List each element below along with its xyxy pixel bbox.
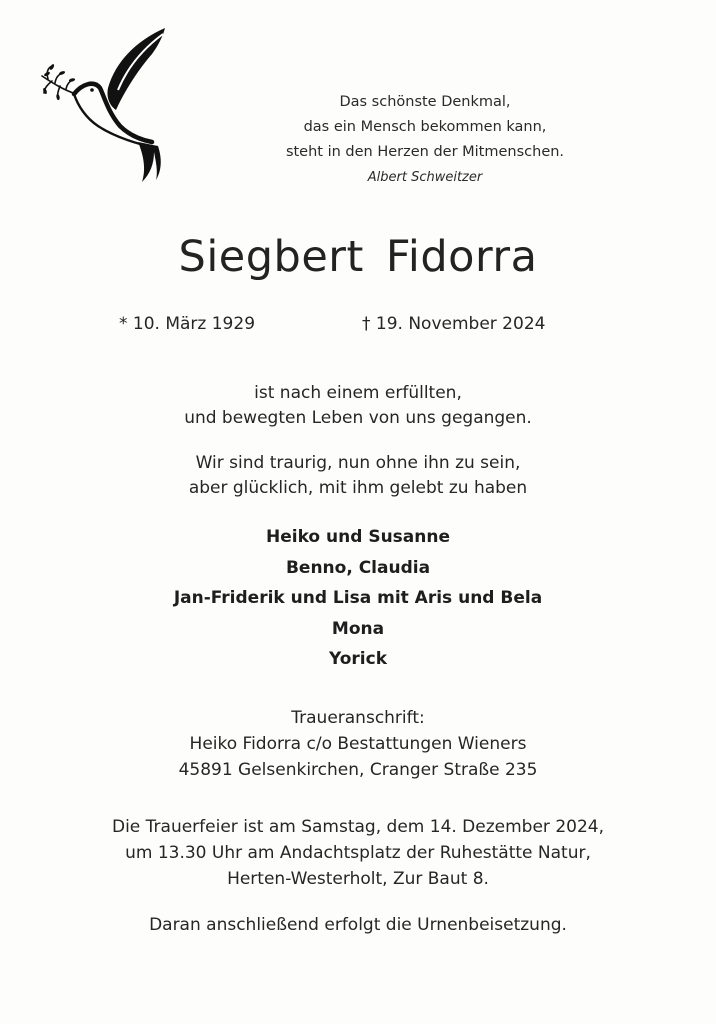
dove-with-olive-branch-icon: [38, 22, 174, 184]
funeral-line: Herten-Westerholt, Zur Baut 8.: [227, 869, 489, 889]
closing-note: [0, 913, 716, 938]
quote-line: das ein Mensch bekommen kann,: [303, 119, 547, 135]
address-line: 45891 Gelsenkirchen, Cranger Straße 235: [178, 760, 538, 780]
address-heading: Traueranschrift:: [291, 708, 425, 728]
funeral-line: um 13.30 Uhr am Andachtsplatz der Ruhestätte Natur,: [125, 843, 591, 863]
funeral-details: [0, 814, 716, 892]
family-member: Benno, Claudia: [285, 557, 431, 578]
quote-author: Albert Schweitzer: [367, 170, 483, 185]
mourning-text: [0, 451, 716, 501]
deceased-name: [0, 232, 716, 282]
death-date: † 19. November 2024: [362, 314, 546, 334]
intro-text: [0, 381, 716, 431]
closing-line: Daran anschließend erfolgt die Urnenbeisetzung.: [149, 915, 567, 935]
address-line: Heiko Fidorra c/o Bestattungen Wieners: [189, 734, 527, 754]
mourning-line: Wir sind traurig, nun ohne ihn zu sein,: [195, 453, 521, 473]
mourning-line: aber glücklich, mit ihm gelebt zu haben: [188, 478, 528, 498]
deceased-last-name: Fidorra: [385, 232, 538, 282]
birth-date: * 10. März 1929: [119, 314, 256, 334]
mourning-address: [0, 705, 716, 783]
deceased-first-name: Siegbert: [178, 232, 364, 282]
family-member: Mona: [331, 618, 385, 639]
life-dates: [0, 314, 716, 340]
intro-line: ist nach einem erfüllten,: [254, 383, 462, 403]
epitaph-quote: [250, 90, 600, 190]
family-member: Yorick: [328, 649, 388, 669]
intro-line: und bewegten Leben von uns gegangen.: [184, 408, 532, 428]
family-list: [0, 522, 716, 675]
family-member: Heiko und Susanne: [266, 527, 450, 547]
quote-line: Das schönste Denkmal,: [339, 94, 511, 110]
quote-line: steht in den Herzen der Mitmenschen.: [285, 144, 565, 160]
family-member: Jan-Friderik und Lisa mit Aris und Bela: [173, 588, 543, 608]
funeral-line: Die Trauerfeier ist am Samstag, dem 14. Dezember 2024,: [111, 817, 604, 837]
